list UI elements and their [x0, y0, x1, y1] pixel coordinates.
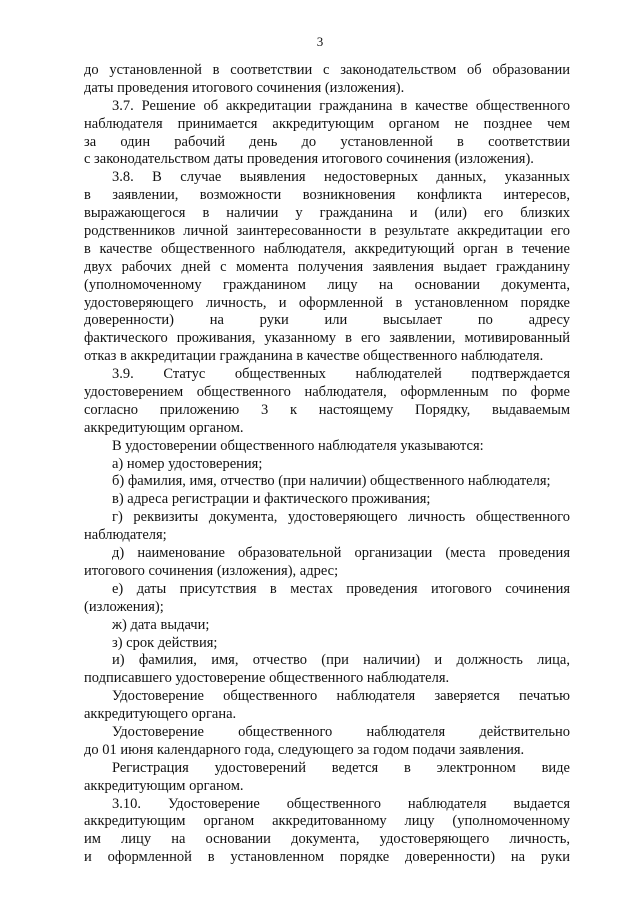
text-line: им лицу на основании документа, удостоверяющего личность,	[84, 831, 570, 848]
text-line: 3.8. В случае выявления недостоверных данных, указанных	[112, 169, 570, 186]
text-line: в) адреса регистрации и фактического проживания;	[112, 491, 431, 508]
text-line: и) фамилия, имя, отчество (при наличии) и должность лица,	[112, 652, 570, 669]
text-line: за один рабочий день до установленной в соответствии	[84, 133, 570, 150]
text-line: 3.9. Статус общественных наблюдателей подтверждается	[112, 366, 570, 383]
text-line: аккредитующим органом.	[84, 777, 244, 794]
text-line: отказ в аккредитации гражданина в качестве общественного наблюдателя.	[84, 348, 544, 365]
text-line: наблюдателя;	[84, 527, 167, 544]
text-line: г) реквизиты документа, удостоверяющего личность общественного	[112, 509, 570, 526]
text-line: даты проведения итогового сочинения (изложения).	[84, 79, 405, 96]
text-line: до 01 июня календарного года, следующего за годом подачи заявления.	[84, 741, 525, 758]
text-line: удостоверением общественного наблюдателя, оформленным по форме	[84, 384, 570, 401]
text-line: а) номер удостоверения;	[112, 455, 263, 472]
text-line: двух рабочих дней с момента получения заявления выдает гражданину	[84, 258, 570, 275]
text-line: (изложения);	[84, 598, 164, 615]
text-line: с законодательством даты проведения итогового сочинения (изложения).	[84, 151, 534, 168]
page-number: 3	[316, 34, 324, 49]
text-line: до установленной в соответствии с законодательством об образовании	[84, 62, 570, 78]
text-line: и оформленной в установленном порядке доверенности) на руки	[84, 849, 570, 866]
text-line: ж) дата выдачи;	[112, 616, 210, 633]
document-body	[84, 62, 570, 867]
text-line: выражающегося в наличии у гражданина и (или) его близких	[84, 205, 570, 222]
text-line: Удостоверение общественного наблюдателя действительно	[112, 723, 570, 740]
text-line: подписавшего удостоверение общественного наблюдателя.	[84, 670, 450, 687]
text-line: (уполномоченному гражданином лицу на основании документа,	[84, 276, 570, 293]
text-line: аккредитующим органом аккредитованному лицу (уполномоченному	[84, 813, 570, 830]
text-line: аккредитующего органа.	[84, 706, 237, 723]
text-line: з) срок действия;	[112, 634, 218, 651]
text-line: д) наименование образовательной организации (места проведения	[112, 545, 570, 562]
text-line: аккредитующим органом.	[84, 419, 244, 436]
text-line: итогового сочинения (изложения), адрес;	[84, 562, 339, 579]
text-line: фактического проживания, указанному в его заявлении, мотивированный	[84, 330, 570, 347]
text-line: 3.10. Удостоверение общественного наблюдателя выдается	[112, 795, 570, 812]
text-line: согласно приложению 3 к настоящему Порядку, выдаваемым	[84, 401, 570, 418]
text-line: В удостоверении общественного наблюдателя указываются:	[112, 437, 484, 454]
text-line: 3.7. Решение об аккредитации гражданина в качестве общественного	[112, 97, 570, 114]
text-line: в заявлении, возможности возникновения конфликта интересов,	[84, 187, 570, 204]
text-line: б) фамилия, имя, отчество (при наличии) общественного наблюдателя;	[112, 473, 551, 490]
text-line: е) даты присутствия в местах проведения итогового сочинения	[112, 580, 570, 597]
text-line: Регистрация удостоверений ведется в электронном виде	[112, 759, 570, 776]
text-line: доверенности) на руки или высылает по адресу	[84, 312, 570, 329]
text-line: наблюдателя принимается аккредитующим органом не позднее чем	[84, 115, 570, 132]
text-line: в качестве общественного наблюдателя, аккредитующий орган в течение	[84, 240, 570, 257]
text-line: родственников личной заинтересованности в результате аккредитации его	[84, 223, 570, 240]
text-line: удостоверяющего личность, и оформленной в установленном порядке	[84, 294, 570, 311]
text-line: Удостоверение общественного наблюдателя заверяется печатью	[112, 688, 570, 705]
